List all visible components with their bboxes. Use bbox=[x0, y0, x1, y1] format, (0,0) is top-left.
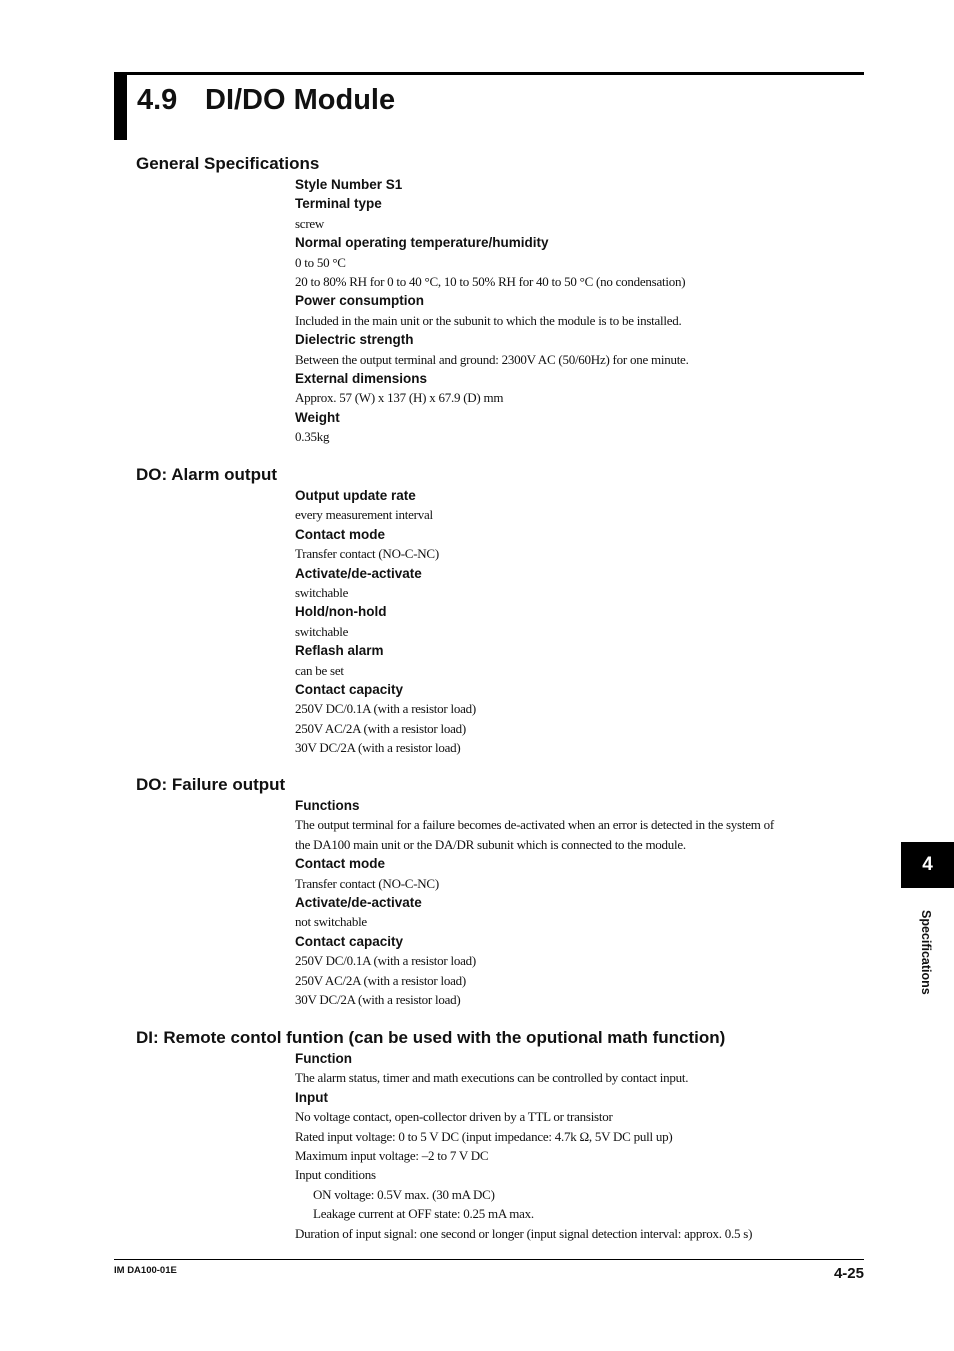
spec-label: Contact mode bbox=[295, 856, 386, 872]
spec-value: switchable bbox=[295, 584, 349, 600]
spec-value: The output terminal for a failure becomes de-activated when an error is detected in the system of bbox=[295, 817, 774, 833]
spec-value: Maximum input voltage: –2 to 7 V DC bbox=[295, 1147, 489, 1163]
spec-value: screw bbox=[295, 215, 325, 231]
spec-label: Style Number S1 bbox=[295, 177, 403, 192]
spec-value: The alarm status, timer and math executions can be controlled by contact input. bbox=[295, 1070, 689, 1086]
top-rule bbox=[114, 72, 864, 75]
document-id: IM DA100-01E bbox=[114, 1265, 177, 1276]
section-number: 4.9 bbox=[137, 84, 178, 116]
spec-value: every measurement interval bbox=[295, 507, 433, 523]
spec-label: Contact capacity bbox=[295, 681, 404, 697]
section-title-text: DI/DO Module bbox=[205, 84, 396, 116]
spec-label: Normal operating temperature/humidity bbox=[295, 235, 549, 251]
bottom-rule bbox=[114, 1259, 864, 1260]
page-title bbox=[137, 80, 395, 120]
chapter-tab-label: Specifications bbox=[919, 910, 933, 995]
spec-value: ON voltage: 0.5V max. (30 mA DC) bbox=[313, 1186, 495, 1202]
section-heading: DO: Alarm output bbox=[136, 465, 278, 484]
spec-value: switchable bbox=[295, 623, 349, 639]
spec-value: 0 to 50 °C bbox=[295, 254, 346, 270]
spec-value: 30V DC/2A (with a resistor load) bbox=[295, 740, 461, 756]
spec-label: Reflash alarm bbox=[295, 643, 384, 659]
section-heading: General Specifications bbox=[136, 154, 320, 173]
spec-value: Rated input voltage: 0 to 5 V DC (input impedance: 4.7k Ω, 5V DC pull up) bbox=[295, 1128, 673, 1144]
spec-value: 250V DC/0.1A (with a resistor load) bbox=[295, 701, 476, 717]
spec-value: 20 to 80% RH for 0 to 40 °C, 10 to 50% RH for 40 to 50 °C (no condensation) bbox=[295, 273, 686, 289]
spec-value: the DA100 main unit or the DA/DR subunit which is connected to the module. bbox=[295, 836, 686, 852]
spec-label: Weight bbox=[295, 409, 340, 425]
chapter-tab: 4 bbox=[901, 842, 954, 888]
spec-label: Output update rate bbox=[295, 488, 416, 503]
spec-label: Dielectric strength bbox=[295, 332, 414, 348]
section-body bbox=[295, 1049, 835, 1243]
spec-value: can be set bbox=[295, 662, 344, 678]
section-heading: DO: Failure output bbox=[136, 775, 286, 794]
spec-label: Contact mode bbox=[295, 526, 386, 542]
spec-label: Functions bbox=[295, 798, 360, 813]
spec-value: Leakage current at OFF state: 0.25 mA max. bbox=[313, 1206, 534, 1222]
spec-value: No voltage contact, open-collector driven by a TTL or transistor bbox=[295, 1109, 613, 1125]
spec-label: Activate/de-activate bbox=[295, 894, 422, 910]
spec-label: Function bbox=[295, 1051, 352, 1066]
spec-value: Between the output terminal and ground: 2300V AC (50/60Hz) for one minute. bbox=[295, 351, 689, 367]
spec-value: 250V DC/0.1A (with a resistor load) bbox=[295, 953, 476, 969]
spec-value: Included in the main unit or the subunit to which the module is to be installed. bbox=[295, 312, 682, 328]
spec-value: 250V AC/2A (with a resistor load) bbox=[295, 720, 466, 736]
spec-value: 0.35kg bbox=[295, 429, 330, 445]
section-body bbox=[295, 796, 835, 1009]
spec-label: Input bbox=[295, 1089, 328, 1105]
spec-value: not switchable bbox=[295, 914, 367, 930]
spec-value: Transfer contact (NO-C-NC) bbox=[295, 546, 439, 562]
spec-value: Input conditions bbox=[295, 1167, 376, 1183]
spec-value: Duration of input signal: one second or longer (input signal detection interval: approx. 0.5 s) bbox=[295, 1225, 753, 1241]
section-heading: DI: Remote contol funtion (can be used with the oputional math function) bbox=[136, 1028, 726, 1047]
spec-label: Activate/de-activate bbox=[295, 565, 422, 581]
spec-label: Contact capacity bbox=[295, 933, 404, 949]
spec-value: 250V AC/2A (with a resistor load) bbox=[295, 972, 466, 988]
spec-label: External dimensions bbox=[295, 370, 428, 386]
spec-label: Terminal type bbox=[295, 196, 382, 212]
title-bar bbox=[114, 72, 127, 140]
page-number: 4-25 bbox=[833, 1265, 864, 1282]
spec-value: 30V DC/2A (with a resistor load) bbox=[295, 991, 461, 1007]
spec-label: Power consumption bbox=[295, 293, 425, 309]
spec-value: Transfer contact (NO-C-NC) bbox=[295, 875, 439, 891]
section-body bbox=[295, 486, 835, 757]
section-body bbox=[295, 175, 835, 446]
spec-label: Hold/non-hold bbox=[295, 604, 387, 620]
spec-value: Approx. 57 (W) x 137 (H) x 67.9 (D) mm bbox=[295, 390, 504, 406]
